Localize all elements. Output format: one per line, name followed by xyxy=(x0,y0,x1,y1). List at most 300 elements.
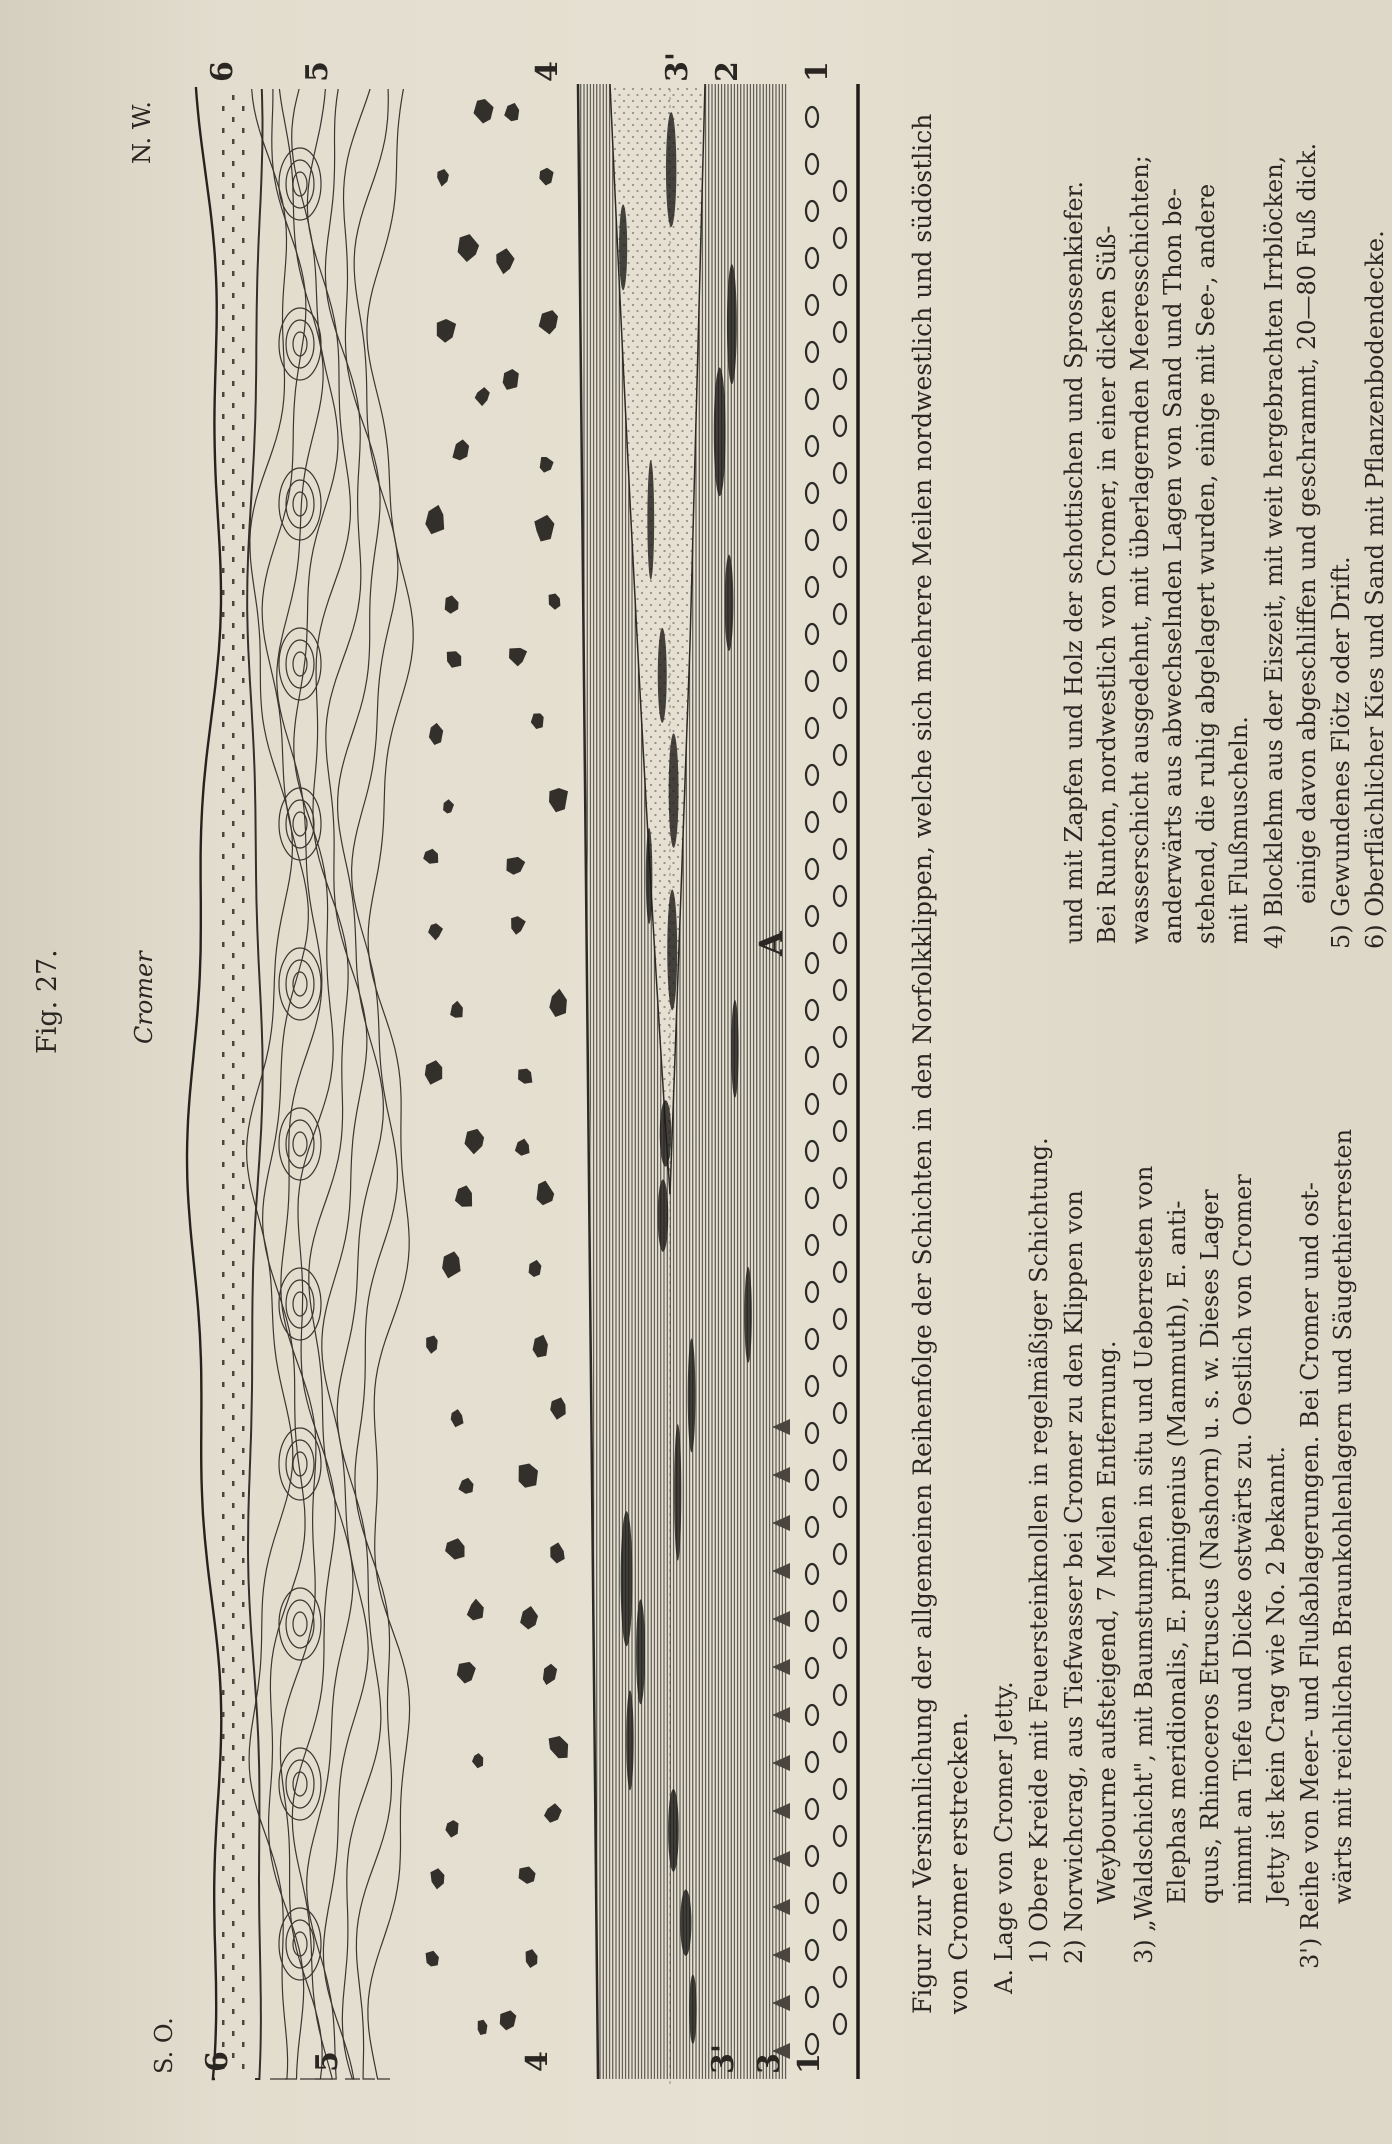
flint-nodule xyxy=(806,1846,818,1866)
legend-r-2: wasserschicht ausgedehnt, mit überlagernden Meeresschichten; xyxy=(1126,155,1154,944)
flint-nodule xyxy=(834,1873,846,1893)
layer-5-contorted-drift xyxy=(247,89,414,2079)
erratic-boulder xyxy=(540,457,554,473)
flint-nodule xyxy=(806,765,818,785)
gravel-dash xyxy=(242,810,245,815)
gravel-dash xyxy=(242,1712,245,1717)
gravel-dash xyxy=(242,1294,245,1299)
gravel-dash xyxy=(242,216,245,221)
legend-r-3: anderwärts aus abwechselnden Lagen von Sand und Thon be- xyxy=(1159,188,1187,944)
gravel-dash xyxy=(222,480,225,485)
flint-nodule xyxy=(806,1188,818,1208)
gravel-dash xyxy=(232,1041,235,1046)
gravel-dash xyxy=(232,183,235,188)
gravel-dash xyxy=(242,1426,245,1431)
flint-nodule xyxy=(834,463,846,483)
forest-bed-lens xyxy=(714,368,726,497)
point-A-label: A xyxy=(752,931,790,956)
gravel-dash xyxy=(242,1580,245,1585)
gravel-dash xyxy=(242,128,245,133)
gravel-dash xyxy=(222,1382,225,1387)
gravel-dash xyxy=(232,975,235,980)
legend-r-5: mit Flußmuscheln. xyxy=(1225,716,1253,944)
gravel-dash xyxy=(222,2042,225,2047)
gravel-dash xyxy=(232,1239,235,1244)
forest-bed-lens xyxy=(731,1000,738,1098)
legend-3-line-5: Jetty ist kein Crag wie No. 2 bekannt. xyxy=(1262,1445,1290,1904)
gravel-dash xyxy=(232,161,235,166)
gravel-dash xyxy=(242,150,245,155)
gravel-dash xyxy=(232,403,235,408)
gravel-dash xyxy=(242,722,245,727)
flint-nodule xyxy=(806,1658,818,1678)
erratic-boulder xyxy=(537,1181,555,1206)
gravel-dash xyxy=(222,370,225,375)
gravel-dash xyxy=(242,744,245,749)
gravel-dash xyxy=(222,1338,225,1343)
gravel-dash xyxy=(222,1206,225,1211)
erratic-boulder xyxy=(544,1803,562,1823)
flint-nodule xyxy=(834,1920,846,1940)
flint-nodule xyxy=(806,1705,818,1725)
gravel-dash xyxy=(232,931,235,936)
forest-bed-lens xyxy=(646,828,653,924)
gravel-dash xyxy=(242,1052,245,1057)
flint-nodule xyxy=(834,1309,846,1329)
gravel-dash xyxy=(242,1800,245,1805)
gravel-dash xyxy=(222,216,225,221)
gravel-dash xyxy=(222,1800,225,1805)
gravel-dash xyxy=(222,920,225,925)
gravel-dash xyxy=(242,1316,245,1321)
legend-3-line-3: quus, Rhinoceros Etruscus (Nashorn) u. s. w. Dieses Lager xyxy=(1196,1189,1224,1904)
gravel-dash xyxy=(222,524,225,529)
flint-nodule xyxy=(834,1121,846,1141)
gravel-dash xyxy=(232,2009,235,2014)
gravel-dash xyxy=(222,1536,225,1541)
gravel-dash xyxy=(222,964,225,969)
flint-nodule xyxy=(806,107,818,127)
forest-bed-lens xyxy=(626,1690,633,1790)
gravel-dash xyxy=(232,1569,235,1574)
forest-bed-lens xyxy=(619,204,627,290)
legend-r-1: Bei Runton, nordwestlich von Cromer, in einer dicken Süß- xyxy=(1093,225,1121,944)
gravel-dash xyxy=(242,1536,245,1541)
gravel-dash xyxy=(222,1668,225,1673)
gravel-dash xyxy=(222,722,225,727)
gravel-dash xyxy=(222,2020,225,2025)
erratic-boulder xyxy=(423,849,438,864)
gravel-dash xyxy=(222,590,225,595)
drift-swirl xyxy=(286,480,314,528)
flint-nodule xyxy=(806,1329,818,1349)
gravel-dash xyxy=(222,1690,225,1695)
layer-label-3prime-left: 3' xyxy=(706,2043,741,2074)
gravel-dash xyxy=(242,656,245,661)
forest-bed-lens xyxy=(727,264,737,384)
flint-nodule xyxy=(834,416,846,436)
gravel-dash xyxy=(232,711,235,716)
gravel-dash xyxy=(232,623,235,628)
erratic-boulder xyxy=(531,713,544,729)
gravel-dash xyxy=(232,1129,235,1134)
gravel-dash xyxy=(222,348,225,353)
erratic-boulder xyxy=(549,989,567,1017)
flint-nodule xyxy=(834,792,846,812)
gravel-dash xyxy=(242,502,245,507)
erratic-boulder xyxy=(455,1185,472,1206)
gravel-dash xyxy=(242,1096,245,1101)
gravel-dash xyxy=(232,821,235,826)
erratic-boulder xyxy=(467,1599,484,1621)
gravel-dash xyxy=(232,755,235,760)
gravel-dash xyxy=(242,898,245,903)
gravel-dash xyxy=(222,854,225,859)
gravel-dash xyxy=(242,634,245,639)
flint-nodule xyxy=(806,248,818,268)
gravel-dash xyxy=(242,1492,245,1497)
erratic-boulder xyxy=(428,923,443,940)
gravel-dash xyxy=(242,1998,245,2003)
gravel-dash xyxy=(242,1206,245,1211)
gravel-dash xyxy=(242,1228,245,1233)
gravel-dash xyxy=(232,1613,235,1618)
gravel-dash xyxy=(242,1646,245,1651)
erratic-boulder xyxy=(474,99,494,124)
layer-label-2-right: 2 xyxy=(710,61,745,82)
gravel-dash xyxy=(222,832,225,837)
gravel-dash xyxy=(232,689,235,694)
gravel-dash xyxy=(242,1844,245,1849)
flint-nodule xyxy=(806,812,818,832)
erratic-boulder xyxy=(437,169,449,187)
flint-nodule xyxy=(834,1262,846,1282)
gravel-dash xyxy=(222,1756,225,1761)
gravel-dash xyxy=(222,282,225,287)
gravel-dash xyxy=(242,1250,245,1255)
gravel-dash xyxy=(222,1646,225,1651)
forest-bed-lens xyxy=(725,555,734,651)
gravel-dash xyxy=(242,1976,245,1981)
gravel-dash xyxy=(242,1910,245,1915)
gravel-dash xyxy=(222,106,225,111)
gravel-dash xyxy=(222,744,225,749)
layer-label-6-right: 6 xyxy=(205,61,240,82)
flint-nodule xyxy=(834,228,846,248)
layer-4-boulder-erratics xyxy=(423,99,568,2035)
erratic-boulder xyxy=(509,648,527,667)
gravel-dash xyxy=(222,502,225,507)
figure-number: Fig. 27. xyxy=(32,949,63,1054)
drift-swirl xyxy=(293,1132,307,1156)
gravel-dash xyxy=(242,700,245,705)
erratic-boulder xyxy=(503,369,519,390)
flint-nodule xyxy=(834,745,846,765)
flint-nodule xyxy=(834,1544,846,1564)
erratic-boulder xyxy=(442,1251,461,1278)
flint-nodule xyxy=(806,1799,818,1819)
gravel-dash xyxy=(242,590,245,595)
layer-5-top-boundary xyxy=(247,89,262,2079)
gravel-dash xyxy=(222,634,225,639)
legend-5: 5) Gewundenes Flötz oder Drift. xyxy=(1327,556,1355,949)
gravel-dash xyxy=(222,1866,225,1871)
gravel-dash xyxy=(222,1030,225,1035)
gravel-dash xyxy=(232,447,235,452)
erratic-boulder xyxy=(478,2020,488,2035)
gravel-dash xyxy=(222,1910,225,1915)
layer-label-6-left: 6 xyxy=(200,2051,235,2072)
place-label-cromer: Cromer xyxy=(130,951,158,1044)
drift-swirl xyxy=(279,1108,321,1180)
erratic-boulder xyxy=(520,1606,538,1630)
gravel-dash xyxy=(242,260,245,265)
gravel-dash xyxy=(242,1602,245,1607)
forest-bed-lens xyxy=(668,1789,679,1872)
gravel-dash xyxy=(232,1899,235,1904)
gravel-dash xyxy=(222,1360,225,1365)
gravel-dash xyxy=(242,1008,245,1013)
erratic-boulder xyxy=(519,1867,536,1884)
legend-r-0: und mit Zapfen und Holz der schottischen und Sprossenkiefer. xyxy=(1060,180,1088,944)
gravel-dash xyxy=(222,414,225,419)
gravel-dash xyxy=(232,1877,235,1882)
erratic-boulder xyxy=(458,234,480,262)
gravel-dash xyxy=(242,1184,245,1189)
drift-swirl xyxy=(279,1428,321,1500)
gravel-dash xyxy=(232,315,235,320)
gravel-dash xyxy=(222,700,225,705)
drift-swirl xyxy=(279,1908,321,1980)
surface-profile xyxy=(187,87,221,2079)
gravel-dash xyxy=(242,766,245,771)
gravel-dash xyxy=(222,436,225,441)
erratic-boulder xyxy=(429,723,443,745)
gravel-dash xyxy=(242,1954,245,1959)
gravel-dash xyxy=(232,1393,235,1398)
gravel-dash xyxy=(242,1360,245,1365)
forest-bed-lens xyxy=(669,733,679,847)
gravel-dash xyxy=(242,392,245,397)
flint-nodule xyxy=(834,181,846,201)
gravel-dash xyxy=(232,205,235,210)
erratic-boulder xyxy=(539,310,558,334)
erratic-boulder xyxy=(539,168,553,186)
erratic-boulder xyxy=(425,505,444,534)
erratic-boulder xyxy=(549,1736,569,1758)
layer-label-1-right: 1 xyxy=(800,61,835,82)
gravel-dash xyxy=(222,1228,225,1233)
flint-nodule xyxy=(834,557,846,577)
flint-nodule xyxy=(806,1000,818,1020)
drift-contortion-line xyxy=(292,89,338,2079)
drift-contortion-line xyxy=(367,89,413,2079)
flint-nodule xyxy=(834,1074,846,1094)
gravel-dash xyxy=(222,1316,225,1321)
orientation-label-southeast: S. O. xyxy=(150,2017,178,2074)
gravel-dash xyxy=(242,568,245,573)
drift-contortion-line xyxy=(277,89,323,2079)
drift-swirl xyxy=(293,1772,307,1796)
forest-bed-lens xyxy=(674,1424,681,1560)
erratic-boulder xyxy=(445,595,459,613)
gravel-dash xyxy=(242,1140,245,1145)
gravel-dash xyxy=(232,1657,235,1662)
erratic-boulder xyxy=(515,1139,530,1156)
gravel-dash xyxy=(222,1624,225,1629)
gravel-dash xyxy=(222,1954,225,1959)
gravel-dash xyxy=(232,293,235,298)
gravel-dash xyxy=(222,1250,225,1255)
flint-nodule xyxy=(834,980,846,1000)
flint-nodule xyxy=(806,295,818,315)
gravel-dash xyxy=(242,964,245,969)
flint-nodule xyxy=(834,886,846,906)
gravel-dash xyxy=(222,656,225,661)
gravel-dash xyxy=(242,1558,245,1563)
layer-label-5-right: 5 xyxy=(300,61,335,82)
flint-nodule xyxy=(806,671,818,691)
gravel-dash xyxy=(222,788,225,793)
gravel-dash xyxy=(232,1415,235,1420)
flint-nodule xyxy=(834,1450,846,1470)
flint-nodule xyxy=(834,510,846,530)
gravel-dash xyxy=(242,370,245,375)
drift-contortion-line xyxy=(352,89,398,2079)
forest-bed-lens xyxy=(660,1100,672,1166)
gravel-dash xyxy=(242,2020,245,2025)
gravel-dash xyxy=(232,381,235,386)
flint-nodule xyxy=(834,1826,846,1846)
gravel-dash xyxy=(242,326,245,331)
gravel-dash xyxy=(242,1690,245,1695)
flint-nodule xyxy=(834,1591,846,1611)
erratic-boulder xyxy=(472,1753,483,1768)
gravel-dash xyxy=(232,1063,235,1068)
gravel-dash xyxy=(242,1338,245,1343)
gravel-dash xyxy=(232,1745,235,1750)
forest-bed-lens xyxy=(680,1890,691,1956)
erratic-boulder xyxy=(426,1951,439,1967)
gravel-dash xyxy=(242,1822,245,1827)
gravel-dash xyxy=(242,854,245,859)
gravel-dash xyxy=(232,1965,235,1970)
gravel-dash xyxy=(232,227,235,232)
gravel-dash xyxy=(242,282,245,287)
gravel-dash xyxy=(222,458,225,463)
gravel-dash xyxy=(232,1855,235,1860)
gravel-dash xyxy=(242,238,245,243)
legend-3-line-4: nimmt an Tiefe und Dicke ostwärts zu. Oestlich von Cromer xyxy=(1229,1174,1257,1904)
gravel-dash xyxy=(232,1701,235,1706)
flint-nodule xyxy=(806,389,818,409)
erratic-boulder xyxy=(550,1542,564,1563)
layer-label-1-left: 1 xyxy=(792,2053,827,2074)
flint-nodule xyxy=(806,1987,818,2007)
gravel-dash xyxy=(232,2031,235,2036)
gravel-dash xyxy=(222,1888,225,1893)
gravel-dash xyxy=(222,1558,225,1563)
flint-nodule xyxy=(806,483,818,503)
erratic-boulder xyxy=(534,515,554,542)
gravel-dash xyxy=(232,337,235,342)
erratic-boulder xyxy=(543,1664,557,1685)
flint-nodule xyxy=(806,1564,818,1584)
gravel-dash xyxy=(222,1712,225,1717)
erratic-boulder xyxy=(533,1335,548,1358)
erratic-boulder xyxy=(457,1662,476,1684)
forest-bed-lens xyxy=(666,112,676,227)
flint-nodule xyxy=(834,1685,846,1705)
layer-label-4-right: 4 xyxy=(530,61,565,82)
gravel-dash xyxy=(232,667,235,672)
gravel-dash xyxy=(242,480,245,485)
flint-nodule xyxy=(834,1027,846,1047)
gravel-dash xyxy=(222,1140,225,1145)
drift-swirl xyxy=(293,1612,307,1636)
layer-label-3-left: 3 xyxy=(752,2053,787,2074)
gravel-dash xyxy=(222,1162,225,1167)
flint-nodule xyxy=(834,1403,846,1423)
gravel-dash xyxy=(232,359,235,364)
gravel-dash xyxy=(222,1734,225,1739)
gravel-dash xyxy=(242,1118,245,1123)
erratic-boulder xyxy=(451,1409,464,1427)
gravel-dash xyxy=(222,678,225,683)
gravel-dash xyxy=(242,986,245,991)
gravel-dash xyxy=(232,95,235,100)
forest-bed-lens xyxy=(658,628,667,723)
gravel-dash xyxy=(242,304,245,309)
gravel-dash xyxy=(232,1833,235,1838)
gravel-dash xyxy=(242,1932,245,1937)
gravel-dash xyxy=(232,1371,235,1376)
gravel-dash xyxy=(232,491,235,496)
drift-swirl xyxy=(286,160,314,208)
gravel-dash xyxy=(232,1173,235,1178)
erratic-boulder xyxy=(506,857,525,875)
flint-nodule xyxy=(806,2034,818,2054)
gravel-dash xyxy=(222,260,225,265)
gravel-dash xyxy=(242,612,245,617)
layer-6-surface-gravel xyxy=(222,95,245,2069)
gravel-dash xyxy=(232,777,235,782)
gravel-dash xyxy=(242,1624,245,1629)
gravel-dash xyxy=(222,1052,225,1057)
gravel-dash xyxy=(242,832,245,837)
gravel-dash xyxy=(232,557,235,562)
flint-nodule xyxy=(806,953,818,973)
gravel-dash xyxy=(232,601,235,606)
forest-bed-lens xyxy=(647,460,654,579)
gravel-dash xyxy=(232,1481,235,1486)
gravel-dash xyxy=(222,1426,225,1431)
gravel-dash xyxy=(232,139,235,144)
flint-nodule xyxy=(806,1517,818,1537)
drift-swirl xyxy=(293,492,307,516)
drift-swirl xyxy=(286,1760,314,1808)
flint-nodule xyxy=(806,530,818,550)
flint-nodule xyxy=(834,651,846,671)
layer-label-3prime-right: 3' xyxy=(660,51,695,82)
erratic-boulder xyxy=(550,1397,566,1419)
gravel-dash xyxy=(232,843,235,848)
gravel-dash xyxy=(242,524,245,529)
flint-nodule xyxy=(834,1356,846,1376)
gravel-dash xyxy=(232,1327,235,1332)
forest-bed-lens xyxy=(667,890,677,1011)
gravel-dash xyxy=(222,1074,225,1079)
